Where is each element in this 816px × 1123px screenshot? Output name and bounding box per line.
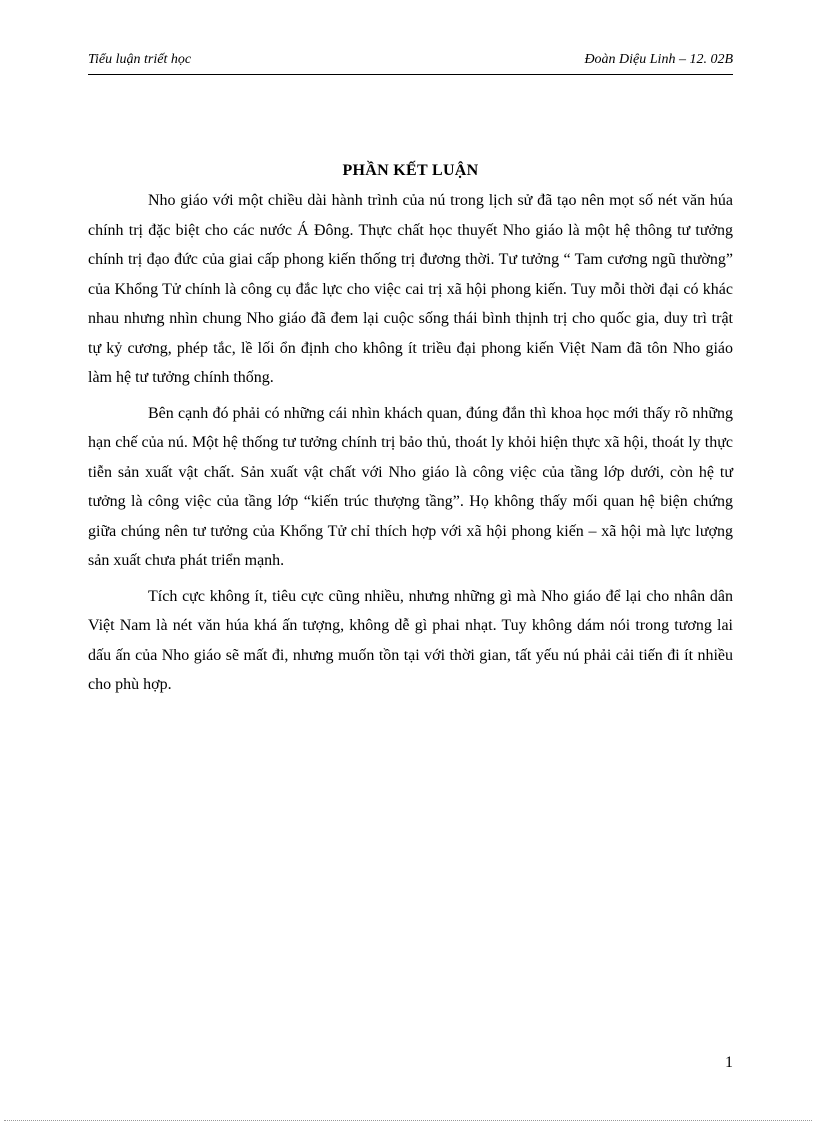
- page-number: 1: [725, 1054, 733, 1071]
- page-header: [88, 52, 733, 75]
- section-title: PHẦN KẾT LUẬN: [342, 162, 479, 179]
- paragraph: Nho giáo với một chiều dài hành trình của nú trong lịch sử đã tạo nên mọt số nét văn húa chính trị đặc biệt cho các nước Á Đông. Thực chất học thuyết Nho giáo là một hệ thông tư tưởng chính trị đạo đức của giai cấp phong kiến thống trị đương thời. Tư tưởng “ Tam cương ngũ thường” của Khổng Tử chính là công cụ đắc lực cho việc cai trị xã hội phong kiến. Tuy mỗi thời đại có khác nhau nhưng nhìn chung Nho giáo đã đem lại cuộc sống thái bình thịnh trị cho quốc gia, duy trì trật tự kỷ cương, phép tắc, lề lối ổn định cho không ít triều đại phong kiến Việt Nam đã tôn Nho giáo làm hệ tư tưởng chính thống.: [88, 192, 733, 386]
- conclusion-body: [88, 186, 733, 706]
- paragraph: Bên cạnh đó phải có những cái nhìn khách quan, đúng đắn thì khoa học mới thấy rõ những hạn chế của nú. Một hệ thống tư tưởng chính trị bảo thủ, thoát ly khỏi hiện thực xã hội, thoát ly thực tiễn sản xuất vật chất. Sản xuất vật chất với Nho giáo là công việc của tầng lớp dưới, còn hệ tư tưởng là công việc của tầng lớp “kiến trúc thượng tầng”. Họ không thấy mối quan hệ biện chứng giữa chúng nên tư tưởng của Khổng Tử chỉ thích hợp với xã hội phong kiến – xã hội mà lực lượng sản xuất chưa phát triển mạnh.: [88, 404, 733, 569]
- page-bottom-divider: [4, 1120, 812, 1121]
- paragraph: Tích cực không ít, tiêu cực cũng nhiều, nhưng những gì mà Nho giáo để lại cho nhân dân Việt Nam là nét văn húa khá ấn tượng, không dễ gì phai nhạt. Tuy không dám nói trong tương lai dấu ấn của Nho giáo sẽ mất đi, nhưng muốn tồn tại với thời gian, tất yếu nú phải cải tiến đi ít nhiều cho phù hợp.: [88, 587, 733, 693]
- header-document-title: Tiểu luận triết học: [88, 52, 192, 67]
- header-author: Đoàn Diệu Linh – 12. 02B: [584, 52, 733, 67]
